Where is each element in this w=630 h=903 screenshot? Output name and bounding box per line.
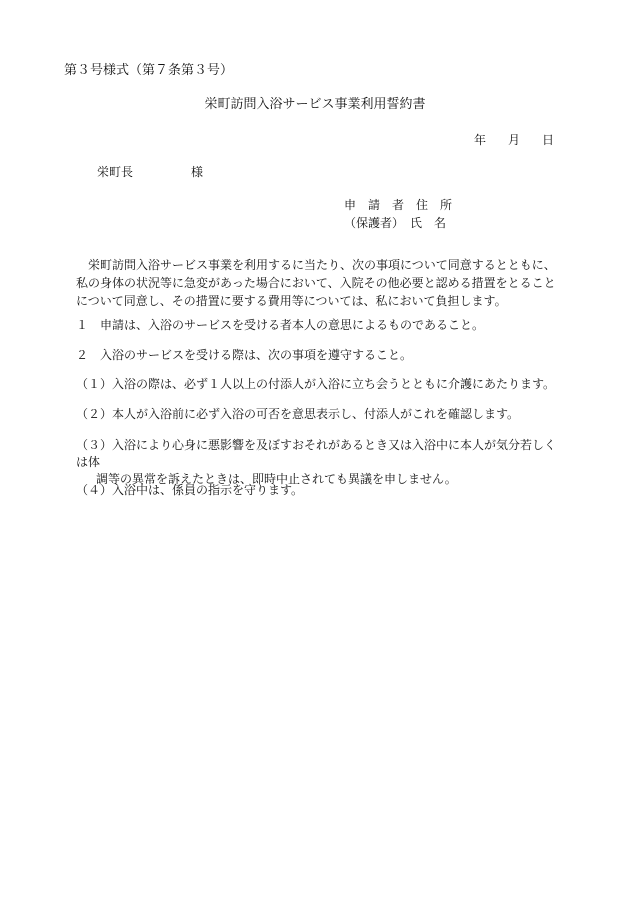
- sub-item-text: 入浴の際は、必ず１人以上の付添人が入浴に立ち会うとともに介護にあたります。: [112, 377, 556, 391]
- sub-list-item: [76, 437, 568, 488]
- addressee-name: 栄町長: [97, 165, 134, 179]
- sub-item-text: 入浴中は、係員の指示を守ります。: [112, 483, 304, 497]
- pledge-paragraph: 栄町訪問入浴サービス事業を利用するに当たり、次の事項について同意するとともに、私の身体の状況等に急変があった場合において、入院その他必要と認める措置をとることについて同意し、その措置に要する費用等については、私において負担します。: [76, 258, 556, 308]
- applicant-block: [344, 196, 452, 232]
- date-month-label: 月: [508, 133, 521, 147]
- list-item: [76, 349, 412, 361]
- item-text: 申請は、入浴のサービスを受ける者本人の意思によるものであること。: [100, 318, 485, 332]
- sub-item-number: （４）: [76, 483, 113, 497]
- sub-item-text: 入浴により心身に悪影響を及ぼすおそれがあるとき又は入浴中に本人が気分若しくは体: [76, 438, 557, 469]
- date-year-label: 年: [474, 133, 487, 147]
- item-text: 入浴のサービスを受ける際は、次の事項を遵守すること。: [100, 348, 413, 362]
- addressee: [97, 166, 203, 178]
- sub-list-item: [76, 378, 555, 390]
- form-number: 第３号様式（第７条第３号）: [64, 63, 234, 78]
- sub-list-item: [76, 408, 519, 420]
- document-title: 栄町訪問入浴サービス事業利用誓約書: [204, 97, 426, 112]
- sub-item-number: （１）: [76, 377, 113, 391]
- date-field: [474, 134, 554, 146]
- date-day-label: 日: [542, 133, 555, 147]
- sub-list-item: [76, 484, 303, 496]
- item-number: １: [76, 318, 89, 332]
- sub-item-number: （３）: [76, 438, 113, 452]
- sub-item-text-continuation: 調等の異常を訴えたときは、即時中止されても異議を申しません。: [96, 472, 457, 486]
- addressee-honorific: 様: [191, 165, 204, 179]
- item-number: ２: [76, 348, 89, 362]
- sub-item-number: （２）: [76, 407, 113, 421]
- applicant-name-label: （保護者） 氏 名: [344, 216, 447, 230]
- list-item: [76, 319, 484, 331]
- applicant-address-label: 申 請 者 住 所: [344, 198, 453, 212]
- sub-item-text: 本人が入浴前に必ず入浴の可否を意思表示し、付添人がこれを確認します。: [112, 407, 520, 421]
